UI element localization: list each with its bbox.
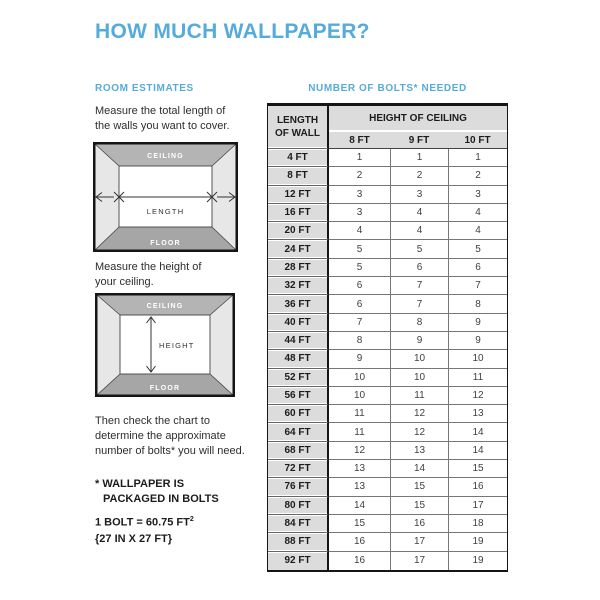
bolt-count-cell: 7 <box>448 277 507 295</box>
bolt-count-cell: 16 <box>390 515 448 533</box>
bolt-count-cell: 15 <box>329 515 390 533</box>
bolt-count-cell: 6 <box>448 259 507 277</box>
bolt-count-cell: 5 <box>329 259 390 277</box>
table-row <box>268 295 507 313</box>
wall-length-cell: 40 FT <box>268 314 329 332</box>
bolt-count-cell: 3 <box>329 204 390 222</box>
ceiling-label: CEILING <box>146 303 184 310</box>
bolt-count-cell: 13 <box>448 405 507 423</box>
bolt-count-cell: 4 <box>448 222 507 240</box>
wall-length-cell: 16 FT <box>268 204 329 222</box>
table-row <box>268 369 507 387</box>
bolt-count-cell: 12 <box>448 387 507 405</box>
measure-height-instruction <box>95 260 265 290</box>
superscript-2: 2 <box>189 516 194 523</box>
bolt-count-cell: 3 <box>329 186 390 204</box>
bolts-needed-heading: NUMBER OF BOLTS* NEEDED <box>308 83 467 94</box>
room-height-diagram <box>95 293 235 397</box>
footnote-line: * WALLPAPER IS <box>95 478 185 490</box>
bolt-count-cell: 3 <box>448 186 507 204</box>
wall-length-cell: 36 FT <box>268 295 329 313</box>
room-length-diagram <box>93 142 238 252</box>
bolt-count-cell: 19 <box>448 533 507 551</box>
bolt-count-cell: 10 <box>329 387 390 405</box>
length-dimension-label: LENGTH <box>146 207 185 216</box>
bolt-count-cell: 15 <box>448 460 507 478</box>
table-row <box>268 423 507 441</box>
bolt-count-cell: 14 <box>448 423 507 441</box>
bolt-count-cell: 8 <box>329 332 390 350</box>
table-row <box>268 222 507 240</box>
wall-length-cell: 8 FT <box>268 167 329 185</box>
ceiling-label: CEILING <box>147 153 184 160</box>
wall-length-cell: 76 FT <box>268 478 329 496</box>
wall-length-cell: 32 FT <box>268 277 329 295</box>
bolt-count-cell: 8 <box>390 314 448 332</box>
bolt-count-cell: 10 <box>329 369 390 387</box>
bolt-count-cell: 6 <box>329 295 390 313</box>
bolt-count-cell: 16 <box>448 478 507 496</box>
page-title: HOW MUCH WALLPAPER? <box>95 20 370 43</box>
bolt-count-cell: 14 <box>448 442 507 460</box>
bolt-table <box>267 103 508 572</box>
bolt-count-cell: 18 <box>448 515 507 533</box>
wall-length-cell: 64 FT <box>268 423 329 441</box>
bolt-count-cell: 8 <box>448 295 507 313</box>
bolt-count-cell: 6 <box>329 277 390 295</box>
instruction-line: Measure the total length of <box>95 105 226 117</box>
bolt-count-cell: 10 <box>390 350 448 368</box>
instruction-line: the walls you want to cover. <box>95 120 230 132</box>
bolt-size-line: {27 IN X 27 FT} <box>95 532 173 545</box>
bolt-count-cell: 16 <box>329 533 390 551</box>
instruction-line: Then check the chart to <box>95 415 210 427</box>
table-row <box>268 387 507 405</box>
wall-length-cell: 12 FT <box>268 186 329 204</box>
bolt-count-cell: 10 <box>448 350 507 368</box>
bolt-count-cell: 7 <box>329 314 390 332</box>
floor-label: FLOOR <box>149 385 181 392</box>
table-row <box>268 515 507 533</box>
wall-length-cell: 28 FT <box>268 259 329 277</box>
table-row <box>268 442 507 460</box>
instruction-line: number of bolts* you will need. <box>95 445 245 457</box>
bolt-count-cell: 13 <box>329 460 390 478</box>
bolt-count-cell: 7 <box>390 295 448 313</box>
wall-length-cell: 56 FT <box>268 387 329 405</box>
wall-length-cell: 20 FT <box>268 222 329 240</box>
bolt-count-cell: 5 <box>448 240 507 258</box>
height-of-ceiling-header: HEIGHT OF CEILING <box>329 106 507 132</box>
bolt-count-cell: 4 <box>448 204 507 222</box>
height-dimension-label: HEIGHT <box>159 341 195 350</box>
table-row <box>268 204 507 222</box>
table-row <box>268 460 507 478</box>
bolt-count-cell: 9 <box>448 332 507 350</box>
bolt-count-cell: 5 <box>390 240 448 258</box>
measure-length-instruction <box>95 104 265 134</box>
bolt-count-cell: 11 <box>329 405 390 423</box>
instruction-line: your ceiling. <box>95 276 154 288</box>
bolt-count-cell: 9 <box>390 332 448 350</box>
floor-label: FLOOR <box>150 240 181 247</box>
wall-length-cell: 84 FT <box>268 515 329 533</box>
bolt-count-cell: 1 <box>329 149 390 167</box>
bolt-count-cell: 13 <box>390 442 448 460</box>
footnote-line: PACKAGED IN BOLTS <box>103 493 219 505</box>
col-header-9ft: 9 FT <box>390 132 448 149</box>
wall-length-cell: 92 FT <box>268 552 329 570</box>
bolt-table-container <box>267 103 508 572</box>
bolt-table-body <box>268 149 507 570</box>
table-row <box>268 497 507 515</box>
wallpaper-bolts-footnote <box>95 477 265 507</box>
wall-length-cell: 24 FT <box>268 240 329 258</box>
bolt-count-cell: 4 <box>390 222 448 240</box>
table-row <box>268 149 507 167</box>
bolt-count-cell: 4 <box>329 222 390 240</box>
table-row <box>268 478 507 496</box>
wall-length-cell: 4 FT <box>268 149 329 167</box>
wall-length-cell: 44 FT <box>268 332 329 350</box>
bolt-count-cell: 19 <box>448 552 507 570</box>
bolt-count-cell: 16 <box>329 552 390 570</box>
table-row <box>268 314 507 332</box>
header-line: OF WALL <box>275 128 320 139</box>
bolt-count-cell: 11 <box>329 423 390 441</box>
table-row <box>268 167 507 185</box>
instruction-line: Measure the height of <box>95 261 202 273</box>
bolt-count-cell: 13 <box>329 478 390 496</box>
bolt-count-cell: 14 <box>329 497 390 515</box>
col-header-10ft: 10 FT <box>448 132 507 149</box>
table-row <box>268 259 507 277</box>
wall-length-cell: 80 FT <box>268 497 329 515</box>
bolt-count-cell: 6 <box>390 259 448 277</box>
bolt-size-note <box>95 512 265 547</box>
bolt-count-cell: 11 <box>390 387 448 405</box>
table-row <box>268 277 507 295</box>
instruction-line: determine the approximate <box>95 430 226 442</box>
col-header-8ft: 8 FT <box>329 132 390 149</box>
check-chart-instruction <box>95 414 265 459</box>
bolt-count-cell: 17 <box>390 533 448 551</box>
bolt-size-line: 1 BOLT = 60.75 $FT^2$ <box>95 516 194 529</box>
table-row <box>268 552 507 570</box>
wall-length-cell: 52 FT <box>268 369 329 387</box>
bolt-count-cell: 2 <box>390 167 448 185</box>
bolt-count-cell: 12 <box>390 405 448 423</box>
table-row <box>268 533 507 551</box>
wall-length-cell: 68 FT <box>268 442 329 460</box>
table-row <box>268 405 507 423</box>
bolt-count-cell: 7 <box>390 277 448 295</box>
bolt-count-cell: 9 <box>448 314 507 332</box>
bolt-count-cell: 4 <box>390 204 448 222</box>
table-row <box>268 332 507 350</box>
wall-length-cell: 60 FT <box>268 405 329 423</box>
wall-length-cell: 48 FT <box>268 350 329 368</box>
bolt-count-cell: 11 <box>448 369 507 387</box>
header-line: LENGTH <box>276 115 319 126</box>
bolt-count-cell: 17 <box>448 497 507 515</box>
bolt-count-cell: 1 <box>390 149 448 167</box>
room-estimates-heading: ROOM ESTIMATES <box>95 83 194 94</box>
bolt-count-cell: 3 <box>390 186 448 204</box>
bolt-count-cell: 2 <box>448 167 507 185</box>
bolt-count-cell: 12 <box>390 423 448 441</box>
bolt-count-cell: 10 <box>390 369 448 387</box>
wall-length-cell: 72 FT <box>268 460 329 478</box>
table-row <box>268 186 507 204</box>
bolt-count-cell: 1 <box>448 149 507 167</box>
bolt-count-cell: 2 <box>329 167 390 185</box>
wall-length-cell: 88 FT <box>268 533 329 551</box>
bolt-count-cell: 5 <box>329 240 390 258</box>
bolt-count-cell: 15 <box>390 478 448 496</box>
table-row <box>268 240 507 258</box>
bolt-count-cell: 15 <box>390 497 448 515</box>
bolt-count-cell: 17 <box>390 552 448 570</box>
length-of-wall-header <box>268 106 329 149</box>
bolt-count-cell: 9 <box>329 350 390 368</box>
bolt-count-cell: 14 <box>390 460 448 478</box>
table-row <box>268 350 507 368</box>
bolt-count-cell: 12 <box>329 442 390 460</box>
table-header-row <box>268 106 507 132</box>
